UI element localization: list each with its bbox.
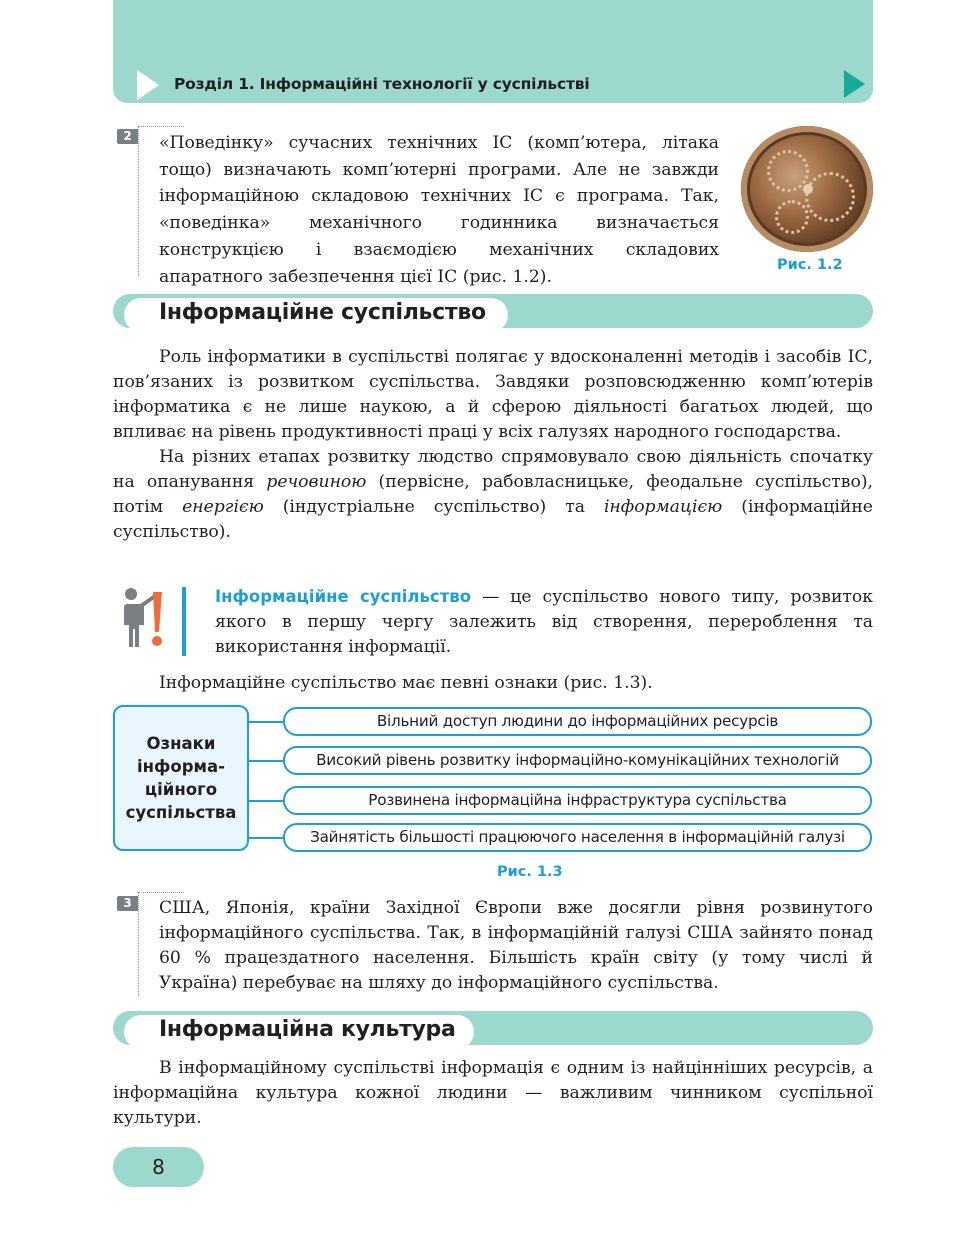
block3-text: США, Японія, країни Західної Європи вже досягли рівня розвинутого інформаційного суспільства. Так, в інформаційній галузі США зайнято понад 60 % працездатного населення. Більшість країн світу (у тому числі й Україна) перебуває на шляху до інформаційного суспільства. [159,898,873,993]
play-triangle-icon [844,70,865,98]
play-triangle-icon [137,70,159,100]
section-title: Інформаційне суспільство [159,300,486,325]
definition-bar [182,587,186,656]
diagram-item: Високий рівень розвитку інформаційно-комунікаційних технологій [283,746,872,775]
diagram-item: Зайнятість більшості працюючого населення в інформаційній галузі [283,823,872,852]
diagram-connector [249,800,283,802]
block2-text: «Поведінку» сучасних технічних ІС (комп’ютера, літака тощо) визначають комп’ютерні програми. Але не завжди інформаційною складовою технічних ІС є програма. Так, «поведінка» механічного годинника визначається конструкцією і взаємодією механічних складових апаратного забезпечення цієї ІС (рис. 1.2). [159,133,719,287]
dotted-rule [138,126,184,127]
section-title: Інформаційна культура [159,1017,456,1042]
diagram-connector [249,721,283,723]
figure-caption: Рис. 1.2 [777,257,843,273]
page-number: 8 [113,1147,204,1187]
definition-text: Інформаційне суспільство — це суспільство нового типу, розвиток якого в першу чергу залежить від створення, перероблення та використання інформації. [215,587,873,657]
figure-caption: Рис. 1.3 [497,864,563,880]
block-marker: 3 [117,896,138,911]
diagram-main-box: Ознаки інформа- ційного суспільства [113,705,249,851]
section1-paragraph: Роль інформатики в суспільстві полягає у вдосконаленні методів і засобів ІС, пов’язаних із розвитком суспільства. Завдяки розповсюдженню комп’ютерів інформатика є не лише наукою, а й сферою діяльності багатьох людей, що впливає на рівень продуктивності праці у всіх галузях народного господарства. На різних етапах розвитку людство спрямовувало свою діяльність спочатку на опанування речовиною (первісне, рабовласницьке, феодальне суспільство), потім енергією (індустріальне суспільство) та інформацією (інформаційне суспільство). [113,347,873,542]
diagram-connector [249,837,283,839]
chapter-title: Розділ 1. Інформаційні технології у суспільстві [174,75,590,93]
dotted-rule [138,892,184,893]
dotted-rule [138,892,139,996]
person-exclamation-icon [117,586,169,650]
diagram-intro: Інформаційне суспільство має певні ознаки (рис. 1.3). [159,673,653,693]
dotted-rule [138,126,139,276]
diagram-item: Розвинена інформаційна інфраструктура суспільства [283,786,872,815]
pocket-watch-image [741,126,873,252]
diagram-connector [249,760,283,762]
section2-paragraph: В інформаційному суспільстві інформація є одним із найцінніших ресурсів, а інформаційна культура кожної людини — важливим чинником суспільної культури. [113,1058,873,1128]
diagram-item: Вільний доступ людини до інформаційних ресурсів [283,707,872,736]
block-marker: 2 [117,129,138,144]
